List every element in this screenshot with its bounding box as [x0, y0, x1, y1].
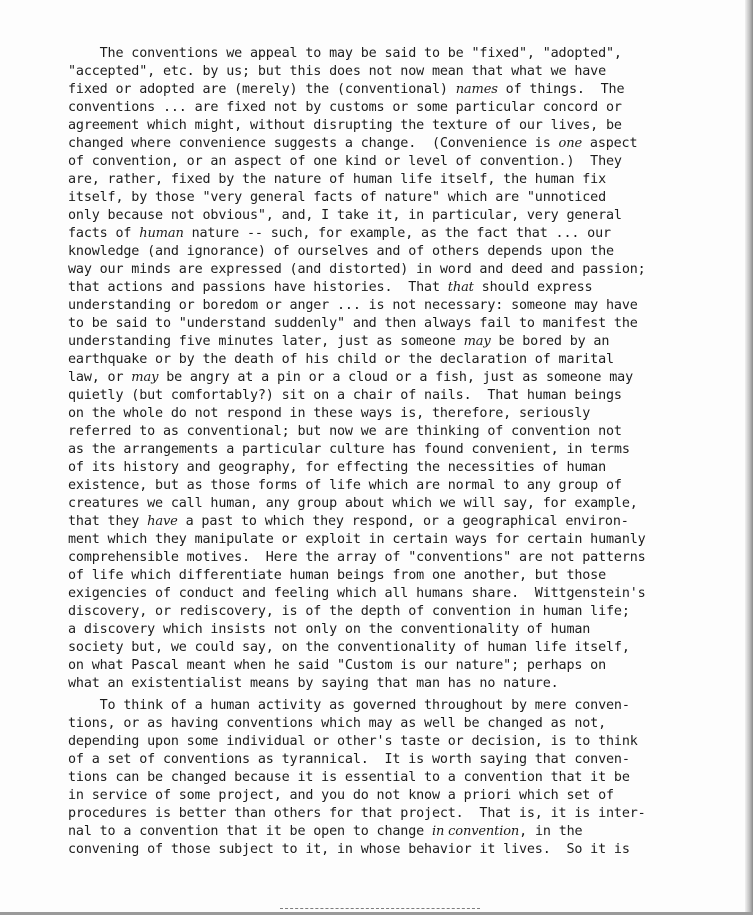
text-line: itself, by those "very general facts of nature" which are "unnoticed [68, 190, 607, 205]
text-line: law, or may be angry at a pin or a cloud or a fish, just as someone may [68, 370, 633, 385]
text-line: that actions and passions have histories. That that should express [68, 280, 593, 295]
italic-text: that [447, 280, 474, 295]
text-line: The conventions we appeal to may be said to be "fixed", "adopted", [68, 46, 622, 61]
page-bottom-marks [280, 908, 480, 911]
text-line: "accepted", etc. by us; but this does not now mean that what we have [68, 64, 607, 79]
text-line: nal to a convention that it be open to change in convention, in the [68, 824, 583, 839]
paragraph-2 [68, 697, 734, 859]
text-line: tions, or as having conventions which may as well be changed as not, [68, 716, 607, 731]
text-line: as the arrangements a particular culture has found convenient, in terms [68, 442, 630, 457]
text-line: understanding or boredom or anger ... is not necessary: someone may have [68, 298, 638, 313]
text-line: in service of some project, and you do not know a priori which set of [68, 788, 614, 803]
text-line: are, rather, fixed by the nature of human life itself, the human fix [68, 172, 607, 187]
text-line: society but, we could say, on the conventionality of human life itself, [68, 640, 630, 655]
text-line: to be said to "understand suddenly" and then always fail to manifest the [68, 316, 638, 331]
italic-text: in convention [431, 824, 520, 839]
text-line: knowledge (and ignorance) of ourselves and of others depends upon the [68, 244, 614, 259]
text-line: conventions ... are fixed not by customs or some particular concord or [68, 100, 622, 115]
text-line: agreement which might, without disrupting the texture of our lives, be [68, 118, 622, 133]
text-line: understanding five minutes later, just as someone may be bored by an [68, 334, 610, 349]
text-line: changed where convenience suggests a change. (Convenience is one aspect [68, 136, 638, 151]
text-line: that they have a past to which they respond, or a geographical environ- [68, 514, 629, 529]
text-line: a discovery which insists not only on the conventionality of human [68, 622, 591, 637]
text-line: To think of a human activity as governed throughout by mere conven- [68, 698, 630, 713]
text-line: earthquake or by the death of his child or the declaration of marital [68, 352, 614, 367]
text-line: discovery, or rediscovery, is of the depth of convention in human life; [68, 604, 630, 619]
text-line: what an existentialist means by saying that man has no nature. [68, 676, 559, 691]
text-line: way our minds are expressed (and distorted) in word and deed and passion; [68, 262, 646, 277]
italic-text: have [147, 514, 178, 529]
text-line: convening of those subject to it, in whose behavior it lives. So it is [68, 842, 630, 857]
paragraph-1 [68, 45, 734, 693]
text-line: of convention, or an aspect of one kind or level of convention.) They [68, 154, 622, 169]
text-line: comprehensible motives. Here the array of "conventions" are not patterns [68, 550, 646, 565]
text-line: tions can be changed because it is essential to a convention that it be [68, 770, 630, 785]
text-line: on what Pascal meant when he said "Custom is our nature"; perhaps on [68, 658, 607, 673]
text-line: only because not obvious", and, I take it, in particular, very general [68, 208, 622, 223]
document-body [68, 45, 734, 859]
page-right-edge-shadow [745, 0, 753, 915]
text-line: of life which differentiate human beings from one another, but those [68, 568, 607, 583]
text-line: of a set of conventions as tyrannical. It is worth saying that conven- [68, 752, 630, 767]
text-line: exigencies of conduct and feeling which all humans share. Wittgenstein's [68, 586, 646, 601]
text-line: creatures we call human, any group about which we will say, for example, [68, 496, 638, 511]
text-line: facts of human nature -- such, for example, as the fact that ... our [68, 226, 611, 241]
text-line: on the whole do not respond in these ways is, therefore, seriously [68, 406, 591, 421]
text-line: procedures is better than others for that project. That is, it is inter- [68, 806, 646, 821]
italic-text: may [463, 334, 491, 349]
text-line: quietly (but comfortably?) sit on a chair of nails. That human beings [68, 388, 622, 403]
text-line: depending upon some individual or other's taste or decision, is to think [68, 734, 638, 749]
italic-text: may [131, 370, 159, 385]
text-line: ment which they manipulate or exploit in certain ways for certain humanly [68, 532, 646, 547]
text-line: referred to as conventional; but now we are thinking of convention not [68, 424, 622, 439]
italic-text: one [558, 136, 582, 151]
text-line: fixed or adopted are (merely) the (conventional) names of things. The [68, 82, 625, 97]
text-line: existence, but as those forms of life which are normal to any group of [68, 478, 622, 493]
italic-text: human [139, 226, 184, 241]
italic-text: names [455, 82, 498, 97]
text-line: of its history and geography, for effecting the necessities of human [68, 460, 607, 475]
